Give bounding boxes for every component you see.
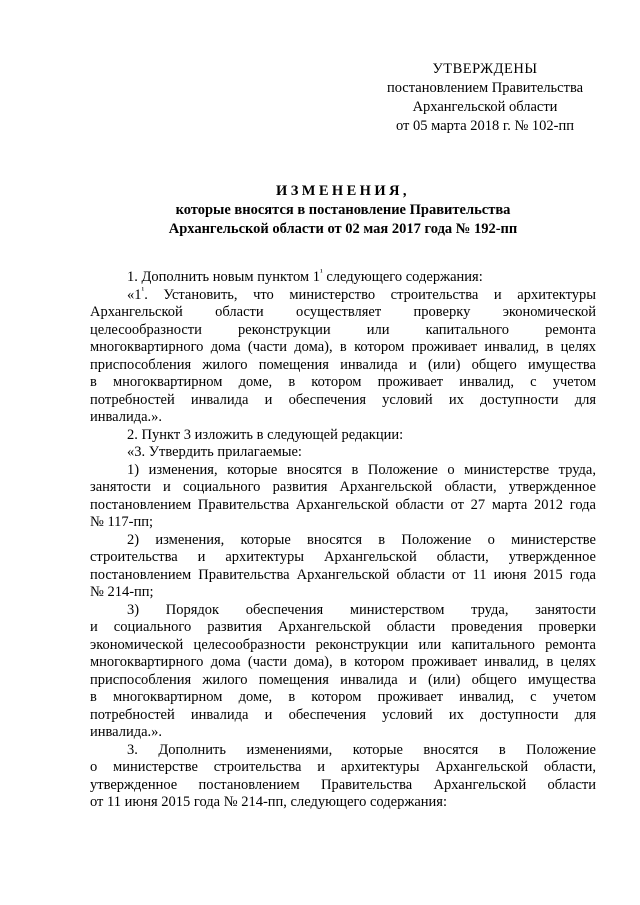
approval-heading: УТВЕРЖДЕНЫ — [432, 61, 538, 77]
body-text: «1 — [127, 286, 142, 303]
body-line: 3) Порядок обеспечения министерством труда, занятости — [127, 601, 596, 618]
body-line: «3. Утвердить прилагаемые: — [127, 444, 302, 460]
title-main: ИЗМЕНЕНИЯ, — [276, 183, 410, 199]
superscript: ¹ — [141, 284, 145, 295]
approval-line-1: постановлением Правительства — [386, 80, 584, 96]
body-line — [90, 269, 596, 287]
body-line: № 214-пп; — [90, 584, 154, 600]
body-line: Архангельской области осуществляет проверку экономической — [90, 304, 596, 320]
body-line: многоквартирного дома (части дома), в котором проживает инвалид, в целях — [90, 654, 596, 670]
body-line: 2) изменения, которые вносятся в Положение о министерстве — [127, 531, 596, 548]
approval-line-3: от 05 марта 2018 г. № 102-пп — [395, 118, 575, 134]
body-line: постановлением Правительства Архангельской области от 27 марта 2012 года — [90, 496, 596, 513]
body-line: потребностей инвалида и обеспечения условий их доступности для — [90, 706, 596, 723]
approval-line-2: Архангельской области — [412, 99, 558, 115]
body-line: целесообразности реконструкции или капитального ремонта — [90, 321, 596, 338]
body-line: экономической целесообразности реконструкции или капитального ремонта — [90, 636, 596, 653]
body-line: утвержденное постановлением Правительства Архангельской области — [90, 776, 596, 793]
superscript: ¹ — [319, 267, 323, 278]
title-line-2: Архангельской области от 02 мая 2017 года № 192-пп — [168, 221, 518, 237]
body-line: строительства и архитектуры Архангельской области, утвержденное — [90, 549, 596, 565]
body-line: 2. Пункт 3 изложить в следующей редакции: — [127, 426, 404, 443]
body-line: многоквартирного дома (части дома), в котором проживает инвалид, в целях — [90, 339, 596, 355]
body-text: следующего содержания: — [322, 269, 483, 285]
body-line: от 11 июня 2015 года № 214-пп, следующего содержания: — [90, 794, 447, 810]
body-text: . Установить, что министерство строительства и архитектуры — [144, 286, 596, 303]
approval-stamp — [380, 60, 590, 136]
body-line: постановлением Правительства Архангельской области от 11 июня 2015 года — [90, 566, 596, 583]
body-line: инвалида.». — [90, 409, 163, 425]
body-line: 3. Дополнить изменениями, которые вносятся в Положение — [127, 741, 596, 758]
body-line — [90, 284, 596, 305]
body-line: приспособления жилого помещения инвалида и (или) общего имущества — [90, 671, 596, 688]
body-line: № 117-пп; — [90, 514, 154, 530]
body-line: потребностей инвалида и обеспечения условий их доступности для — [90, 391, 596, 408]
body-line: в многоквартирном доме, в котором проживает инвалид, с учетом — [90, 374, 596, 390]
body-line: занятости и социального развития Архангельской области, утвержденное — [90, 479, 596, 495]
body-line: инвалида.». — [90, 724, 163, 740]
body-line: 1) изменения, которые вносятся в Положение о министерстве труда, — [127, 461, 596, 478]
body-line: в многоквартирном доме, в котором проживает инвалид, с учетом — [90, 689, 596, 705]
title-line-1: которые вносятся в постановление Правительства — [175, 202, 511, 218]
body-line: и социального развития Архангельской области проведения проверки — [90, 619, 596, 635]
body-text: 1. Дополнить новым пунктом 1 — [127, 269, 320, 285]
document-title — [90, 182, 596, 239]
body-line: о министерстве строительства и архитектуры Архангельской области, — [90, 759, 596, 775]
body-line: приспособления жилого помещения инвалида и (или) общего имущества — [90, 356, 596, 373]
document-body — [90, 269, 596, 812]
